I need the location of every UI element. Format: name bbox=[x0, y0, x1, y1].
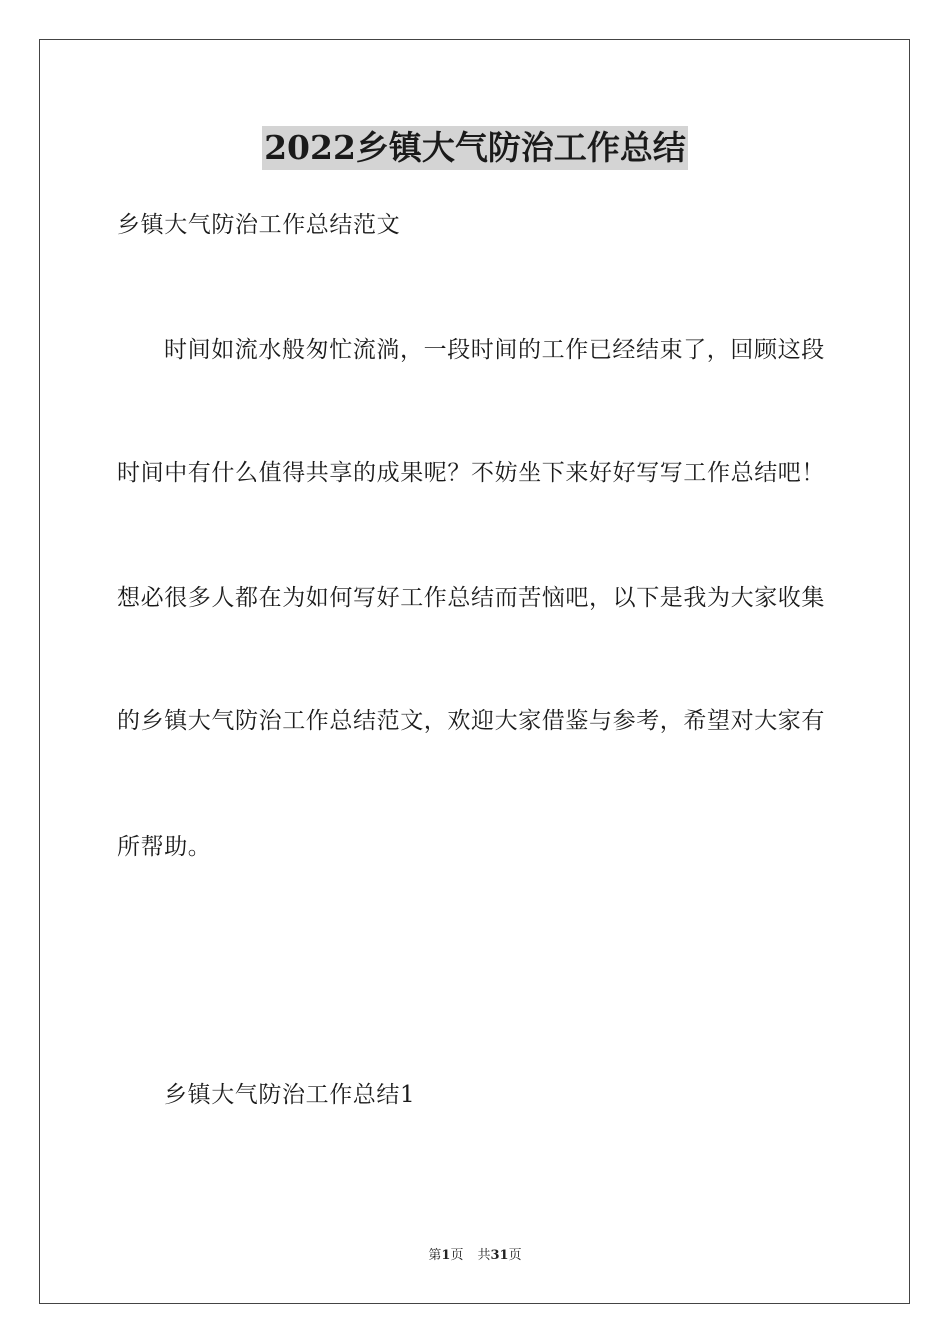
intro-line-5: 所帮助。 bbox=[117, 834, 212, 860]
page-number: 1 bbox=[441, 1248, 451, 1263]
page-suffix: 页 bbox=[450, 1248, 464, 1263]
total-pages: 31 bbox=[490, 1248, 509, 1263]
page-footer bbox=[0, 1247, 950, 1265]
intro-line-4: 的乡镇大气防治工作总结范文，欢迎大家借鉴与参考，希望对大家有 bbox=[117, 708, 825, 734]
document-title: 2022乡镇大气防治工作总结 bbox=[262, 126, 688, 170]
page-prefix: 第 bbox=[428, 1248, 442, 1263]
intro-line-2: 时间中有什么值得共享的成果呢？不妨坐下来好好写写工作总结吧！ bbox=[117, 460, 825, 486]
intro-line-1: 时间如流水般匆忙流淌，一段时间的工作已经结束了，回顾这段 bbox=[164, 337, 825, 363]
intro-line-3: 想必很多人都在为如何写好工作总结而苦恼吧，以下是我为大家收集 bbox=[117, 585, 825, 611]
total-prefix: 共 bbox=[477, 1248, 491, 1263]
title-container bbox=[0, 126, 950, 170]
document-subtitle: 乡镇大气防治工作总结范文 bbox=[117, 212, 401, 238]
total-suffix: 页 bbox=[508, 1248, 522, 1263]
section-heading: 乡镇大气防治工作总结1 bbox=[164, 1082, 416, 1108]
